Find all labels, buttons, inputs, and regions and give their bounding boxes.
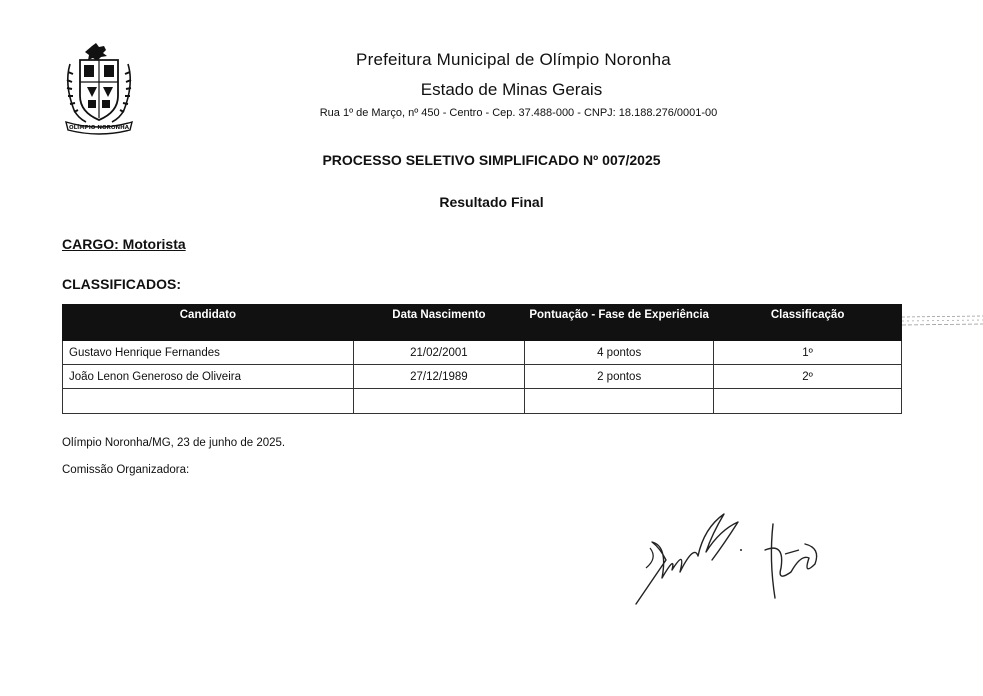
- cell-pontuacao: 4 pontos: [525, 341, 714, 365]
- cargo-heading: CARGO: Motorista: [62, 236, 186, 252]
- table-row: [63, 365, 902, 389]
- cell-candidato: Gustavo Henrique Fernandes: [63, 341, 354, 365]
- cell-data-nascimento: 21/02/2001: [353, 341, 524, 365]
- cell-candidato: João Lenon Generoso de Oliveira: [63, 365, 354, 389]
- cell-classificacao: 1º: [714, 341, 902, 365]
- results-table: [62, 304, 902, 414]
- municipality-name: Prefeitura Municipal de Olímpio Noronha: [356, 50, 671, 69]
- cell-data-nascimento: 27/12/1989: [353, 365, 524, 389]
- column-header-data-nascimento: Data Nascimento: [353, 305, 524, 341]
- column-header-candidato: Candidato: [63, 305, 354, 341]
- state-name: Estado de Minas Gerais: [420, 80, 603, 99]
- signature-1: [628, 508, 748, 606]
- signature-2: [755, 520, 825, 602]
- table-row-empty: [63, 389, 902, 414]
- document-subtitle: Resultado Final: [439, 194, 544, 210]
- crest-ribbon-text: OLÍMPIO NORONHA: [68, 125, 130, 131]
- column-header-classificacao: Classificação: [714, 305, 902, 341]
- cell-empty: [525, 389, 714, 414]
- place-date: Olímpio Noronha/MG, 23 de junho de 2025.: [62, 437, 286, 449]
- document-title: PROCESSO SELETIVO SIMPLIFICADO Nº 007/2025: [322, 152, 661, 168]
- table-row: [63, 341, 902, 365]
- address-line: Rua 1º de Março, nº 450 - Centro - Cep. 37.488-000 - CNPJ: 18.188.276/0001-00: [319, 107, 718, 119]
- cell-empty: [353, 389, 524, 414]
- table-header-row: [63, 305, 902, 341]
- cell-empty: [714, 389, 902, 414]
- cell-empty: [63, 389, 354, 414]
- scan-artifact: [902, 314, 983, 328]
- section-heading: CLASSIFICADOS:: [62, 276, 181, 292]
- cell-classificacao: 2º: [714, 365, 902, 389]
- column-header-pontuacao: Pontuação - Fase de Experiência: [525, 305, 714, 341]
- commission-label: Comissão Organizadora:: [62, 464, 190, 476]
- cell-pontuacao: 2 pontos: [525, 365, 714, 389]
